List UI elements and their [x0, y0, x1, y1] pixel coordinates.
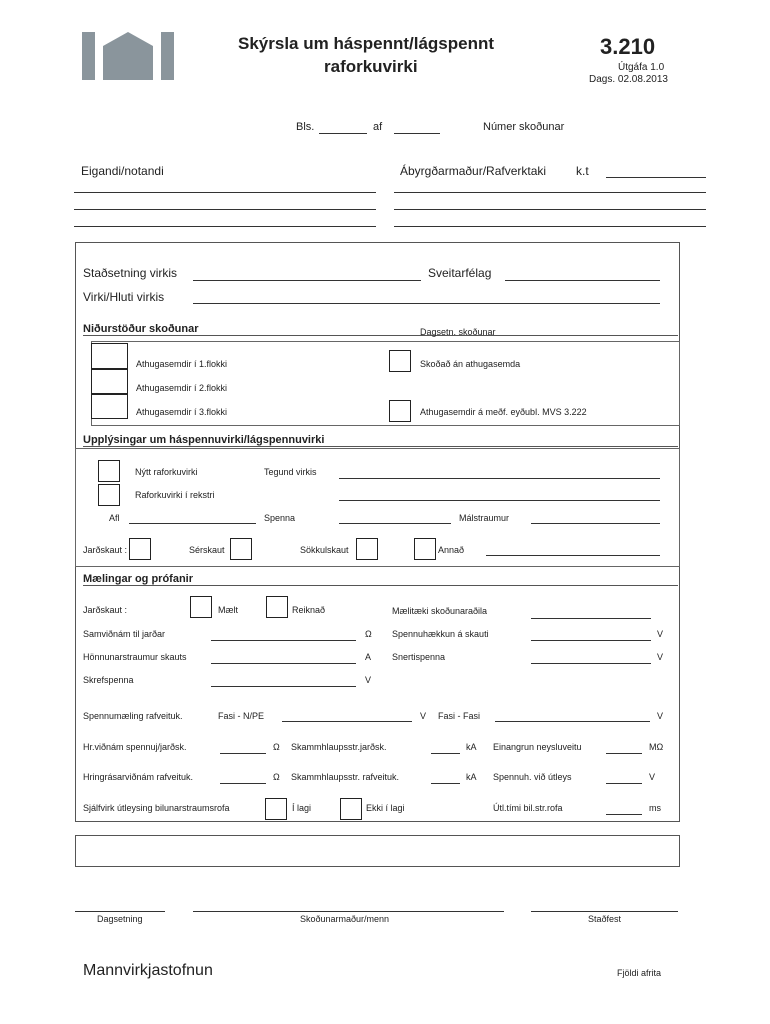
trip-time-field[interactable] — [606, 814, 642, 815]
rated-current-field[interactable] — [531, 523, 660, 524]
municipality-label: Sveitarfélag — [428, 266, 492, 280]
inspector-signature-line[interactable] — [193, 911, 504, 912]
insulation-unit: MΩ — [649, 742, 664, 752]
resistance-field[interactable] — [211, 640, 356, 641]
touch-voltage-label: Snertispenna — [392, 652, 446, 662]
trip-time-label: Útl.tími bil.str.rofa — [493, 803, 563, 813]
loop-supply-field[interactable] — [220, 783, 266, 784]
place-signature-line[interactable] — [531, 911, 678, 912]
measured-checkbox[interactable] — [190, 596, 212, 618]
measurements-title: Mælingar og prófanir — [83, 573, 678, 586]
calculated-checkbox[interactable] — [266, 596, 288, 618]
logo-mark — [82, 32, 174, 80]
calculated-label: Reiknað — [292, 605, 326, 615]
kt-label: k.t — [576, 164, 589, 178]
insulation-field[interactable] — [606, 753, 642, 754]
resistance-unit: Ω — [365, 629, 372, 639]
insulation-label: Einangrun neysluveitu — [493, 742, 582, 752]
owner-field-1[interactable] — [74, 192, 376, 193]
trip-voltage-unit: V — [649, 772, 656, 782]
responsible-label: Ábyrgðarmaður/Rafverktaki — [400, 164, 547, 178]
voltage-rise-field[interactable] — [531, 640, 651, 641]
touch-voltage-field[interactable] — [531, 663, 651, 664]
footer-copies: Fjöldi afrita — [617, 968, 662, 978]
responsible-field-2[interactable] — [394, 209, 706, 210]
of-label: af — [373, 121, 383, 133]
kt-field[interactable] — [606, 177, 706, 178]
form-version: Útgáfa 1.0 — [618, 62, 665, 73]
trip-voltage-label: Spennuh. við útleys — [493, 772, 572, 782]
voltage-field[interactable] — [339, 523, 451, 524]
responsible-field-3[interactable] — [394, 226, 706, 227]
short-supply-label: Skammhlaupsstr. rafveituk. — [291, 772, 400, 782]
unit-field[interactable] — [193, 303, 660, 304]
date-signature-line[interactable] — [75, 911, 165, 912]
step-voltage-field[interactable] — [211, 686, 356, 687]
other-field[interactable] — [486, 555, 660, 556]
instrument-label: Mælitæki skoðunaraðila — [392, 606, 488, 616]
not-ok-label: Ekki í lagi — [366, 803, 405, 813]
responsible-field-1[interactable] — [394, 192, 706, 193]
phase-phase-label: Fasi - Fasi — [438, 711, 481, 721]
short-earth-label: Skammhlaupsstr.jarðsk. — [291, 742, 387, 752]
remark3-checkbox[interactable] — [91, 394, 128, 419]
short-earth-unit: kA — [466, 742, 477, 752]
resistance-label: Samviðnám til jarðar — [83, 629, 166, 639]
inspector-signature-label: Skoðunarmaður/menn — [300, 914, 390, 924]
owner-field-2[interactable] — [74, 209, 376, 210]
no-remarks-label: Skoðað án athugasemda — [420, 359, 521, 369]
inspection-number-label: Númer skoðunar — [483, 121, 565, 133]
short-earth-field[interactable] — [431, 753, 460, 754]
other-label: Annað — [438, 545, 465, 555]
loop-earth-unit: Ω — [273, 742, 280, 752]
info-title: Upplýsingar um háspennuvirki/lágspennuvirki — [83, 434, 678, 447]
instrument-field[interactable] — [531, 618, 651, 619]
form-title-line2: raforkuvirki — [324, 57, 418, 76]
loop-supply-unit: Ω — [273, 772, 280, 782]
design-current-label: Hönnunarstraumur skauts — [83, 652, 187, 662]
auto-trip-label: Sjálfvirk útleysing bilunarstraumsrofa — [83, 803, 230, 813]
short-supply-field[interactable] — [431, 783, 460, 784]
total-pages-field[interactable] — [394, 133, 440, 134]
date-signature-label: Dagsetning — [97, 914, 143, 924]
operating-checkbox[interactable] — [98, 484, 120, 506]
type-label: Tegund virkis — [264, 467, 317, 477]
new-checkbox[interactable] — [98, 460, 120, 482]
page-label: Bls. — [296, 121, 315, 133]
supply-voltage-label: Spennumæling rafveituk. — [83, 711, 183, 721]
phase-phase-field[interactable] — [495, 721, 650, 722]
new-label: Nýtt raforkuvirki — [135, 467, 198, 477]
design-current-field[interactable] — [211, 663, 356, 664]
type-field-2[interactable] — [339, 500, 660, 501]
sunk-checkbox[interactable] — [356, 538, 378, 560]
earth-checkbox[interactable] — [129, 538, 151, 560]
form-title-line1: Skýrsla um háspennt/lágspennt — [238, 34, 495, 53]
step-voltage-unit: V — [365, 675, 372, 685]
phase-npe-field[interactable] — [282, 721, 412, 722]
phase-npe-unit: V — [420, 711, 427, 721]
remark2-checkbox[interactable] — [91, 369, 128, 394]
owner-label: Eigandi/notandi — [81, 164, 164, 178]
loop-supply-label: Hringrásarviðnám rafveituk. — [83, 772, 194, 782]
mvs-remarks-label: Athugasemdir á meðf. eyðubl. MVS 3.222 — [420, 407, 587, 417]
place-signature-label: Staðfest — [588, 914, 622, 924]
municipality-field[interactable] — [505, 280, 660, 281]
remark3-label: Athugasemdir í 3.flokki — [136, 407, 228, 417]
ok-checkbox[interactable] — [265, 798, 287, 820]
rated-current-label: Málstraumur — [459, 513, 510, 523]
ok-label: Í lagi — [292, 803, 312, 813]
inspection-date-label: Dagsetn. skoðunar — [420, 327, 496, 337]
remark2-label: Athugasemdir í 2.flokki — [136, 383, 228, 393]
logo — [82, 32, 174, 80]
remark1-label: Athugasemdir í 1.flokki — [136, 359, 228, 369]
short-supply-unit: kA — [466, 772, 477, 782]
design-current-unit: A — [365, 652, 372, 662]
special-label: Sérskaut — [189, 545, 225, 555]
owner-field-3[interactable] — [74, 226, 376, 227]
phase-phase-unit: V — [657, 711, 664, 721]
sunk-label: Sökkulskaut — [300, 545, 349, 555]
earth-type-label: Jarðskaut : — [83, 545, 128, 555]
measured-label: Mælt — [218, 605, 238, 615]
other-checkbox[interactable] — [414, 538, 436, 560]
page-field[interactable] — [319, 133, 367, 134]
remark1-checkbox[interactable] — [91, 343, 128, 369]
voltage-rise-unit: V — [657, 629, 664, 639]
touch-voltage-unit: V — [657, 652, 664, 662]
form-date: Dags. 02.08.2013 — [589, 74, 668, 85]
earth-meas-label: Jarðskaut : — [83, 605, 128, 615]
trip-time-unit: ms — [649, 803, 661, 813]
operating-label: Raforkuvirki í rekstri — [135, 490, 215, 500]
site-field[interactable] — [193, 280, 421, 281]
no-remarks-checkbox[interactable] — [389, 350, 411, 372]
not-ok-checkbox[interactable] — [340, 798, 362, 820]
loop-earth-field[interactable] — [220, 753, 266, 754]
power-field[interactable] — [129, 523, 256, 524]
trip-voltage-field[interactable] — [606, 783, 642, 784]
step-voltage-label: Skrefspenna — [83, 675, 134, 685]
footer-org: Mannvirkjastofnun — [83, 962, 213, 979]
mvs-remarks-checkbox[interactable] — [389, 400, 411, 422]
site-label: Staðsetning virkis — [83, 266, 178, 280]
form-number: 3.210 — [600, 34, 656, 59]
phase-npe-label: Fasi - N/PE — [218, 711, 265, 721]
unit-label: Virki/Hluti virkis — [83, 290, 165, 304]
power-label: Afl — [109, 513, 120, 523]
special-checkbox[interactable] — [230, 538, 252, 560]
notes-box[interactable] — [75, 835, 680, 867]
loop-earth-label: Hr.viðnám spennuj/jarðsk. — [83, 742, 187, 752]
voltage-rise-label: Spennuhækkun á skauti — [392, 629, 489, 639]
results-title: Niðurstöður skoðunar — [83, 323, 678, 336]
type-field[interactable] — [339, 478, 660, 479]
voltage-label: Spenna — [264, 513, 296, 523]
